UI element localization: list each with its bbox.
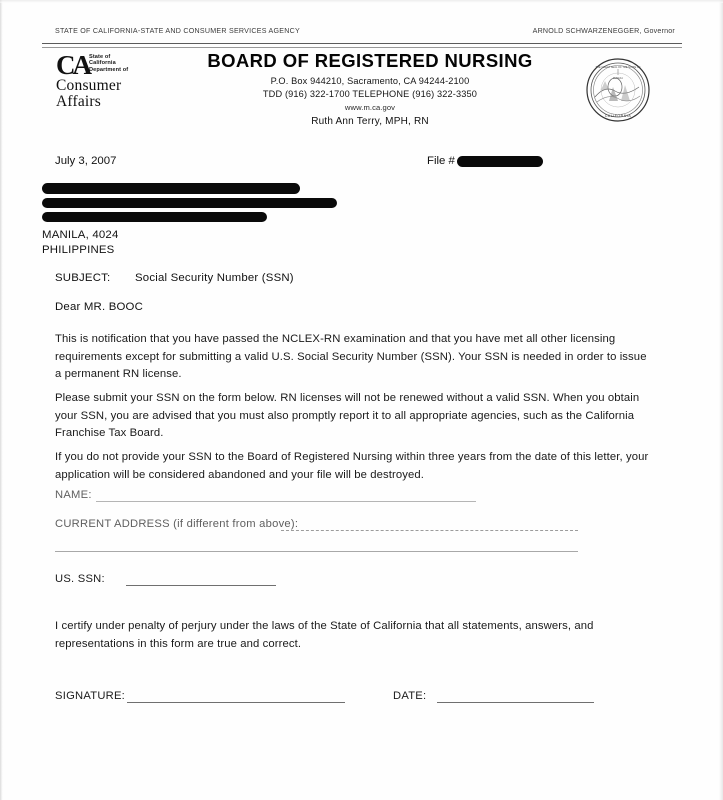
current-address-field-label: CURRENT ADDRESS (if different from above): (55, 518, 299, 530)
body-paragraph-3: If you do not provide your SSN to the Board of Registered Nursing within three years from the date of this letter, your application will be considered abandoned and your file will be destroyed. (55, 451, 649, 481)
logo-affairs-word: Affairs (56, 93, 102, 110)
addressee-redaction-line-2 (42, 198, 337, 208)
svg-text:THE GREAT SEAL OF THE STATE OF: THE GREAT SEAL OF THE STATE OF (595, 66, 641, 69)
board-title: BOARD OF REGISTERED NURSING (207, 50, 533, 71)
logo-consumer-word: Consumer (56, 77, 122, 94)
file-number-row (427, 155, 543, 167)
addressee-city-line: MANILA, 4024 (42, 229, 119, 241)
subject-label: SUBJECT: (55, 272, 111, 284)
addressee-country-line: PHILIPPINES (42, 244, 115, 256)
addressee-redaction-line-1 (42, 183, 300, 194)
signature-input-line[interactable] (127, 702, 345, 703)
svg-text:EUREKA: EUREKA (613, 77, 623, 80)
body-paragraph-2: Please submit your SSN on the form below. RN licenses will not be renewed without a valid SSN. When you obtain your SSN, you are advised that you must also promptly report it to all appropriate agencies, such as the California Franchise Tax Board. (55, 392, 640, 440)
executive-officer-name: Ruth Ann Terry, MPH, RN (311, 116, 429, 127)
name-input-line[interactable] (96, 501, 476, 502)
date-input-line[interactable] (437, 702, 594, 703)
ssn-input-line[interactable] (126, 585, 276, 586)
logo-department-lines (89, 54, 128, 73)
ssn-field-label: US. SSN: (55, 573, 105, 585)
header-divider-rule (42, 43, 682, 48)
logo-california-text: California (89, 60, 116, 67)
scan-edge-right (718, 0, 723, 800)
scan-edge-left (0, 0, 3, 800)
logo-state-of-text: State of (89, 54, 111, 60)
salutation: Dear MR. BOOC (55, 301, 144, 313)
california-state-seal-icon (585, 57, 651, 123)
board-phone-line: TDD (916) 322-1700 TELEPHONE (916) 322-3350 (262, 89, 478, 99)
logo-consumer-affairs-text (56, 78, 166, 110)
board-po-box-line: P.O. Box 944210, Sacramento, CA 94244-2100 (270, 76, 470, 86)
consumer-affairs-logo (56, 52, 176, 124)
board-header-block (180, 50, 560, 127)
agency-header-line (55, 27, 675, 35)
signature-field-label: SIGNATURE: (55, 690, 126, 702)
subject-row (55, 272, 294, 284)
governor-name-text: ARNOLD SCHWARZENEGGER, Governor (532, 27, 675, 35)
date-field-label: DATE: (393, 690, 427, 702)
scan-edge-top (0, 0, 723, 3)
ca-monogram-icon: CA (56, 50, 89, 80)
certification-paragraph: I certify under penalty of perjury under the laws of the State of California that all statements, answers, and representations in this form are true and correct. (55, 620, 594, 650)
agency-name-text: STATE OF CALIFORNIA-STATE AND CONSUMER SERVICES AGENCY (55, 27, 301, 35)
file-number-label: File # (427, 155, 455, 167)
addressee-redaction-line-3 (42, 212, 267, 222)
letter-date: July 3, 2007 (55, 155, 117, 167)
addressee-block (42, 183, 372, 258)
name-field-label: NAME: (55, 489, 92, 501)
svg-text:CALIFORNIA: CALIFORNIA (604, 114, 632, 118)
subject-value: Social Security Number (SSN) (135, 272, 294, 284)
body-paragraph-1: This is notification that you have passed the NCLEX-RN examination and that you have met all other licensing requirements except for submitting a valid U.S. Social Security Number (SSN). Your SSN is needed in order to issue a permanent RN license. (55, 333, 647, 381)
logo-department-of-text: Department of (89, 66, 129, 73)
board-website-line: www.m.ca.gov (344, 103, 396, 112)
current-address-input-line-1[interactable] (281, 530, 578, 531)
current-address-input-line-2[interactable] (55, 551, 578, 552)
file-number-redaction (457, 156, 543, 167)
